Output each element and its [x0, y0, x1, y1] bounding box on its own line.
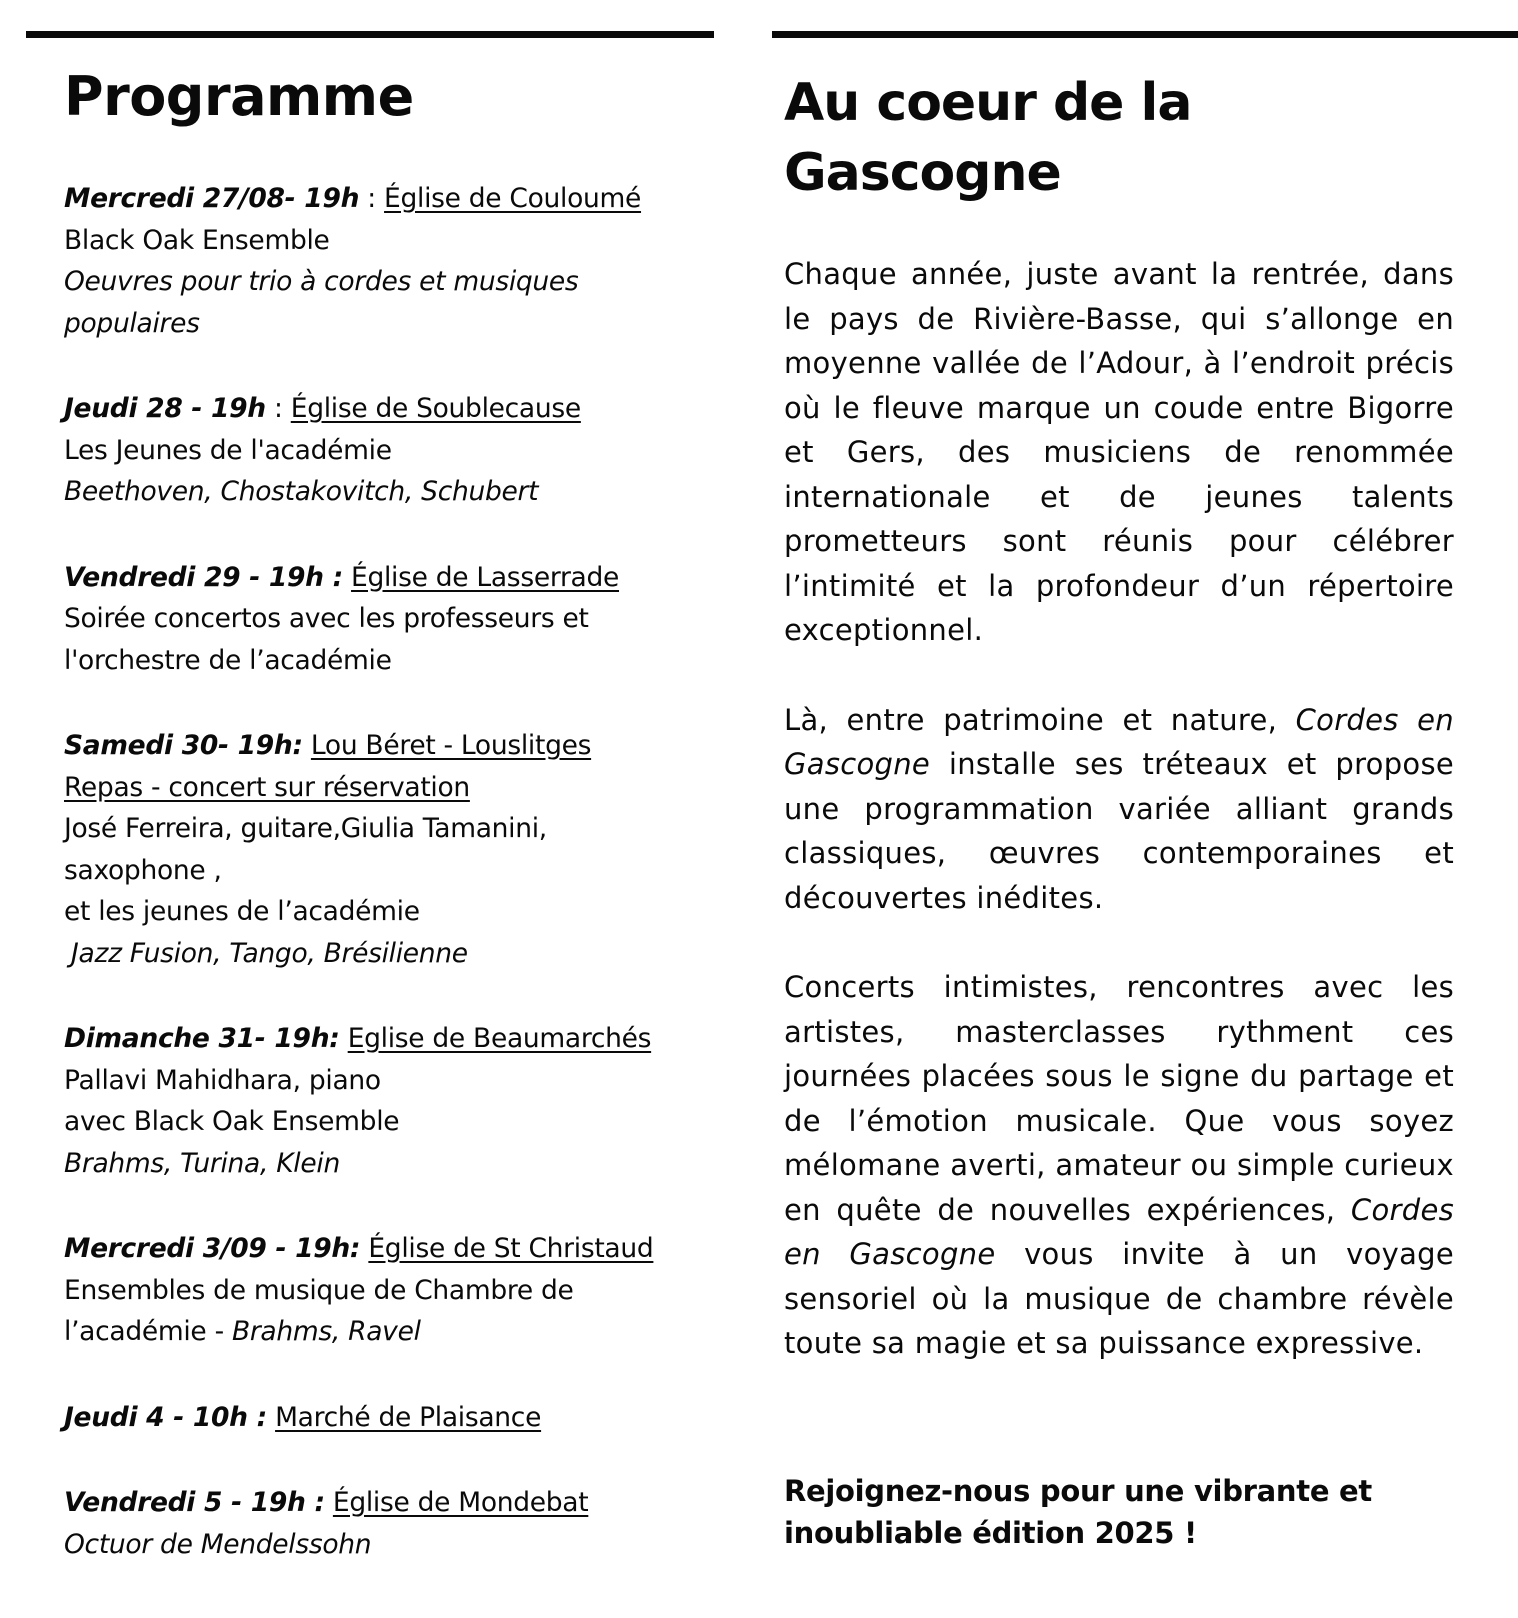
event-detail-text: populaires — [64, 307, 200, 339]
event-header — [64, 388, 724, 430]
event-detail-text: Les Jeunes de l'académie — [64, 434, 392, 466]
event-separator — [325, 1487, 333, 1518]
intro-paragraph-1: Chaque année, juste avant la rentrée, dans le pays de Rivière-Basse, qui s’allonge en moyenne vallée de l’Adour, à l’endroit précis où le fleuve marque un coude entre Bigorre et Gers, des musiciens de renommée internationale et de jeunes talents prometteurs sont réunis pour célébrer l’intimité et la profondeur d’un répertoire exceptionnel. — [784, 257, 1454, 647]
intro-column — [784, 68, 1454, 1554]
paragraph-3-text-a: Concerts intimistes, rencontres avec les artistes, masterclasses rythment ces journées placées sous le signe du partage et de l’émotion musicale. Que vous soyez mélomane averti, amateur ou simple curieux en quête de nouvelles expériences, — [784, 970, 1454, 1227]
event-item — [64, 1228, 724, 1353]
event-detail-line — [64, 303, 724, 345]
event-date: Samedi 30- 19h: — [64, 730, 303, 761]
paragraph-3-text-b: vous invite à un voyage sensoriel où la musique de chambre révèle toute sa magie et sa puissance expressive. — [784, 1237, 1454, 1360]
festival-name: Cordes en Gascogne — [784, 1192, 1454, 1271]
event-venue: Église de Soublecause — [290, 393, 581, 424]
event-detail-text: Beethoven, Chostakovitch, Schubert — [64, 476, 539, 507]
event-date: Vendredi 29 - 19h : — [64, 561, 343, 593]
event-detail-text: Pallavi Mahidhara, piano — [64, 1064, 381, 1096]
event-date: Mercredi 3/09 - 19h: — [64, 1233, 361, 1264]
event-header — [64, 1482, 724, 1524]
event-separator — [340, 1023, 348, 1054]
programme-column — [64, 62, 724, 1609]
event-date: Mercredi 27/08- 19h — [64, 183, 360, 214]
event-detail-line — [64, 933, 724, 975]
event-item — [64, 1018, 724, 1184]
event-detail-text: Octuor de Mendelssohn — [64, 1528, 372, 1560]
event-detail-text: avec Black Oak Ensemble — [64, 1106, 400, 1137]
event-detail-text: Jazz Fusion, Tango, Brésilienne — [71, 937, 468, 969]
programme-title: Programme — [64, 65, 414, 128]
event-detail-text: et les jeunes de l’académie — [64, 896, 420, 927]
event-venue: Église de Mondebat — [332, 1487, 589, 1518]
event-venue: Lou Béret - Louslitges — [310, 730, 592, 761]
event-separator: : — [359, 183, 385, 214]
paragraph-2-text-b: installe ses tréteaux et propose une programmation variée alliant grands classiques, œuvres contemporaines et découvertes inédites. — [784, 747, 1454, 915]
event-separator — [343, 562, 351, 593]
event-detail-text: Black Oak Ensemble — [64, 224, 330, 256]
event-detail-line — [64, 1143, 724, 1185]
intro-paragraph-2 — [784, 698, 1454, 921]
intro-text — [784, 252, 1454, 1554]
event-detail-line — [64, 640, 724, 682]
event-item — [64, 178, 724, 344]
event-detail-line — [64, 220, 724, 262]
event-detail-line — [64, 1524, 724, 1566]
event-detail-text: Brahms, Turina, Klein — [64, 1147, 340, 1179]
event-item — [64, 388, 724, 513]
event-venue: Eglise de Beaumarchés — [347, 1023, 652, 1054]
event-detail-line — [64, 598, 724, 640]
event-venue: Église de St Christaud — [368, 1233, 654, 1264]
event-header — [64, 557, 724, 599]
event-header — [64, 1397, 724, 1439]
event-header — [64, 1228, 724, 1270]
intro-paragraph-3 — [784, 965, 1454, 1366]
event-detail-line — [64, 1101, 724, 1143]
event-detail-text: saxophone , — [64, 854, 222, 886]
event-venue-line — [64, 767, 724, 809]
event-date: Jeudi 28 - 19h — [64, 393, 266, 424]
event-detail-text: Ensembles de musique de Chambre de — [64, 1274, 574, 1306]
event-date: Dimanche 31- 19h: — [64, 1023, 340, 1054]
event-venue: Église de Lasserrade — [351, 561, 620, 593]
intro-title: Au coeur de la Gascogne — [784, 73, 1192, 203]
event-reservation: Repas - concert sur réservation — [64, 771, 470, 803]
event-date: Vendredi 5 - 19h : — [64, 1487, 325, 1518]
event-separator — [303, 730, 311, 761]
event-detail-line — [64, 1060, 724, 1102]
top-rule-left — [26, 31, 714, 38]
event-detail-line — [64, 891, 724, 933]
event-repertoire: Brahms, Ravel — [231, 1316, 421, 1347]
event-header — [64, 725, 724, 767]
closing-line-1: Rejoignez-nous pour une vibrante et — [784, 1473, 1372, 1508]
event-venue: Église de Couloumé — [384, 183, 642, 214]
closing-invitation — [784, 1470, 1454, 1554]
event-detail-line — [64, 261, 724, 303]
event-header — [64, 178, 724, 220]
event-separator — [267, 1402, 275, 1433]
festival-name: Cordes en Gascogne — [784, 702, 1454, 781]
event-detail-text: Soirée concertos avec les professeurs et — [64, 603, 589, 634]
event-detail-line — [64, 850, 724, 892]
event-item — [64, 725, 724, 974]
event-detail-text: José Ferreira, guitare,Giulia Tamanini, — [64, 813, 547, 844]
event-item — [64, 557, 724, 682]
closing-line-2: inoubliable édition 2025 ! — [784, 1515, 1197, 1550]
event-item — [64, 1397, 724, 1439]
event-header — [64, 1018, 724, 1060]
event-detail-line — [64, 808, 724, 850]
event-venue: Marché de Plaisance — [275, 1401, 542, 1433]
event-detail-text: l'orchestre de l’académie — [64, 644, 392, 676]
top-rule-right — [772, 31, 1518, 38]
event-separator: : — [265, 393, 291, 424]
event-list — [64, 178, 724, 1565]
event-detail-line — [64, 471, 724, 513]
event-detail-line — [64, 1311, 724, 1353]
event-detail-line — [64, 430, 724, 472]
event-detail-text: Oeuvres pour trio à cordes et musiques — [64, 266, 579, 297]
event-detail-text: l’académie - — [64, 1316, 232, 1347]
event-date: Jeudi 4 - 10h : — [64, 1401, 267, 1433]
paragraph-2-text-a: Là, entre patrimoine et nature, — [784, 702, 1296, 737]
event-item — [64, 1482, 724, 1565]
event-detail-line — [64, 1270, 724, 1312]
